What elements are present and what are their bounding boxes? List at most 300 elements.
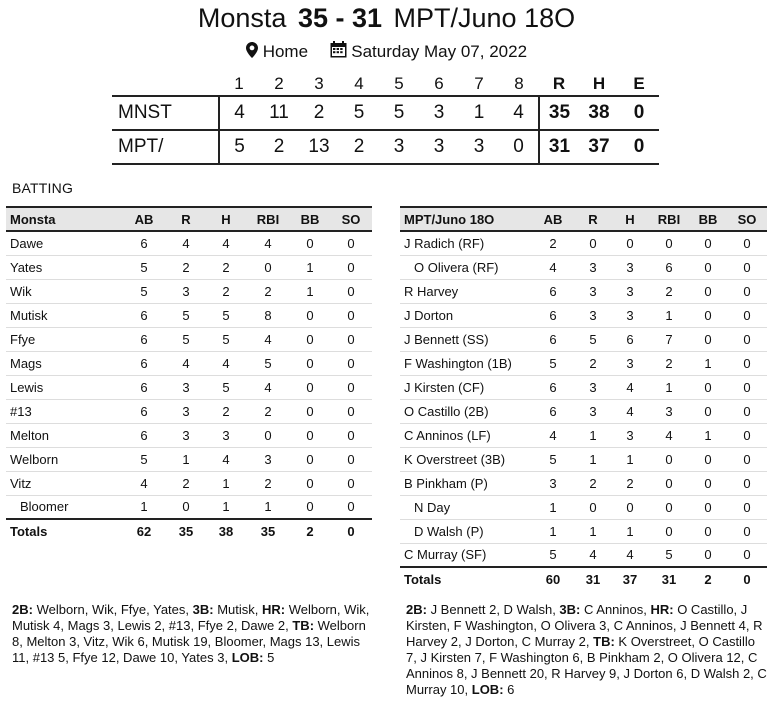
player-stat: 2	[166, 471, 206, 495]
player-stat: 0	[689, 495, 727, 519]
linescore-team-header	[112, 72, 219, 96]
player-stat: 4	[166, 351, 206, 375]
player-stat: 3	[206, 423, 246, 447]
stat-column-header: BB	[290, 207, 330, 231]
player-stat: 0	[689, 447, 727, 471]
inning-runs: 3	[419, 96, 459, 130]
stat-note-label: TB:	[292, 618, 315, 633]
linescore-row-away	[112, 96, 659, 130]
player-stat: 0	[290, 471, 330, 495]
player-stat: 1	[575, 447, 611, 471]
runs-header: R	[552, 73, 566, 93]
player-stat: 3	[575, 303, 611, 327]
player-stat: 0	[290, 423, 330, 447]
player-row	[6, 495, 372, 519]
total-stat: 38	[206, 519, 246, 543]
location-label: Home	[262, 42, 309, 61]
player-stat: 5	[166, 327, 206, 351]
player-row	[6, 255, 372, 279]
total-stat: 0	[330, 519, 372, 543]
player-stat: 2	[575, 351, 611, 375]
player-stat: 8	[246, 303, 290, 327]
player-name: Yates	[6, 255, 122, 279]
player-row	[400, 495, 767, 519]
player-name: F Washington (1B)	[400, 351, 531, 375]
player-name: Vitz	[6, 471, 122, 495]
batting-notes-away	[12, 602, 377, 666]
player-name: D Walsh (P)	[400, 519, 531, 543]
stat-note-text: O Castillo, J Kirsten, F Washington, O Olivera 3, C Anninos, J Bennett 4, R Harvey 2, J Dorton, C Murray 2,	[406, 602, 763, 649]
player-stat: 1	[689, 351, 727, 375]
stat-note-label: 3B:	[192, 602, 214, 617]
player-row	[6, 351, 372, 375]
total-stat: 31	[649, 567, 689, 591]
player-stat: 3	[611, 279, 649, 303]
player-stat: 0	[575, 495, 611, 519]
batting-header-row	[6, 207, 372, 231]
total-stat: 35	[246, 519, 290, 543]
inning-runs: 5	[339, 96, 379, 130]
player-row	[6, 423, 372, 447]
total-errors: 0	[619, 96, 659, 130]
player-stat: 5	[531, 447, 575, 471]
player-stat: 1	[575, 423, 611, 447]
player-stat: 1	[531, 495, 575, 519]
inning-header: 8	[514, 73, 524, 93]
player-stat: 0	[727, 375, 767, 399]
inning-runs: 3	[459, 130, 499, 164]
stat-column-header: RBI	[246, 207, 290, 231]
batting-notes-home	[406, 602, 768, 698]
player-stat: 1	[206, 495, 246, 519]
player-stat: 1	[290, 279, 330, 303]
player-name: Ffye	[6, 327, 122, 351]
stat-note-label: HR:	[650, 602, 674, 617]
player-row	[400, 471, 767, 495]
linescore-row-home	[112, 130, 659, 164]
player-stat: 0	[330, 327, 372, 351]
player-stat: 0	[290, 495, 330, 519]
player-stat: 4	[531, 423, 575, 447]
player-stat: 6	[531, 399, 575, 423]
player-stat: 3	[531, 471, 575, 495]
player-stat: 4	[611, 399, 649, 423]
player-row	[400, 351, 767, 375]
player-stat: 2	[206, 279, 246, 303]
player-stat: 4	[531, 255, 575, 279]
errors-header: E	[633, 73, 645, 93]
player-stat: 5	[206, 303, 246, 327]
calendar-icon	[330, 41, 347, 65]
player-stat: 0	[330, 399, 372, 423]
player-stat: 0	[727, 495, 767, 519]
player-stat: 3	[611, 351, 649, 375]
player-row	[400, 255, 767, 279]
player-stat: 3	[611, 423, 649, 447]
player-stat: 1	[611, 519, 649, 543]
player-stat: 4	[611, 375, 649, 399]
player-stat: 2	[649, 351, 689, 375]
player-stat: 5	[649, 543, 689, 567]
player-stat: 2	[166, 255, 206, 279]
stat-column-header: R	[575, 207, 611, 231]
inning-header: 6	[434, 73, 444, 93]
stat-note-label: 3B:	[559, 602, 581, 617]
inning-runs: 2	[339, 130, 379, 164]
inning-header: 3	[314, 73, 324, 93]
player-name: O Olivera (RF)	[400, 255, 531, 279]
player-stat: 0	[727, 519, 767, 543]
stat-note-text: 6	[503, 682, 515, 697]
player-stat: 5	[166, 303, 206, 327]
player-row	[6, 327, 372, 351]
player-row	[400, 543, 767, 567]
player-stat: 3	[246, 447, 290, 471]
player-stat: 0	[649, 231, 689, 255]
player-stat: 0	[727, 279, 767, 303]
stat-note-label: 2B:	[12, 602, 33, 617]
player-stat: 6	[531, 279, 575, 303]
player-stat: 5	[246, 351, 290, 375]
total-stat: 37	[611, 567, 649, 591]
stat-note-label: 2B:	[406, 602, 427, 617]
player-stat: 7	[649, 327, 689, 351]
player-name: J Kirsten (CF)	[400, 375, 531, 399]
player-stat: 2	[649, 279, 689, 303]
player-stat: 0	[727, 447, 767, 471]
player-stat: 0	[649, 519, 689, 543]
player-stat: 0	[689, 303, 727, 327]
total-hits: 38	[579, 96, 619, 130]
map-pin-icon	[246, 41, 258, 65]
player-stat: 0	[290, 447, 330, 471]
player-stat: 2	[611, 471, 649, 495]
player-stat: 6	[122, 231, 166, 255]
player-stat: 0	[727, 255, 767, 279]
inning-runs: 2	[299, 96, 339, 130]
totals-row	[6, 519, 372, 543]
player-stat: 6	[122, 423, 166, 447]
player-stat: 0	[290, 303, 330, 327]
total-stat: 0	[727, 567, 767, 591]
inning-runs: 5	[379, 96, 419, 130]
inning-runs: 1	[459, 96, 499, 130]
player-name: J Radich (RF)	[400, 231, 531, 255]
player-row	[400, 519, 767, 543]
total-stat: 2	[689, 567, 727, 591]
linescore-table	[112, 72, 659, 165]
inning-runs: 4	[499, 96, 539, 130]
player-stat: 4	[611, 543, 649, 567]
player-stat: 0	[727, 231, 767, 255]
player-stat: 3	[575, 399, 611, 423]
stat-column-header: RBI	[649, 207, 689, 231]
player-stat: 3	[166, 423, 206, 447]
stat-column-header: AB	[122, 207, 166, 231]
player-stat: 0	[290, 399, 330, 423]
inning-runs: 5	[219, 130, 259, 164]
player-name: J Bennett (SS)	[400, 327, 531, 351]
player-stat: 0	[290, 375, 330, 399]
player-row	[6, 375, 372, 399]
player-stat: 0	[611, 231, 649, 255]
player-stat: 3	[575, 255, 611, 279]
player-row	[400, 375, 767, 399]
player-stat: 0	[649, 471, 689, 495]
player-stat: 0	[330, 351, 372, 375]
player-row	[400, 279, 767, 303]
player-name: N Day	[400, 495, 531, 519]
stat-column-header: SO	[330, 207, 372, 231]
game-title	[0, 0, 773, 36]
batting-table-home	[400, 206, 767, 591]
player-name: R Harvey	[400, 279, 531, 303]
player-name: J Dorton	[400, 303, 531, 327]
player-stat: 3	[166, 399, 206, 423]
player-stat: 3	[166, 279, 206, 303]
batting-table-away	[6, 206, 372, 543]
player-stat: 4	[246, 375, 290, 399]
player-stat: 3	[575, 375, 611, 399]
player-stat: 6	[122, 303, 166, 327]
total-stat: 2	[290, 519, 330, 543]
inning-header: 4	[354, 73, 364, 93]
player-stat: 1	[206, 471, 246, 495]
player-row	[400, 399, 767, 423]
player-stat: 0	[330, 231, 372, 255]
inning-header: 7	[474, 73, 484, 93]
player-stat: 1	[166, 447, 206, 471]
player-stat: 3	[611, 255, 649, 279]
player-stat: 0	[246, 423, 290, 447]
player-name: Lewis	[6, 375, 122, 399]
player-stat: 0	[330, 375, 372, 399]
player-stat: 6	[531, 303, 575, 327]
player-stat: 1	[122, 495, 166, 519]
stat-note-text: Welborn, Wik, Mutisk 4, Mags 3, Lewis 2, #13, Ffye 2, Dawe 2,	[12, 602, 370, 633]
player-stat: 4	[206, 447, 246, 471]
inning-runs: 11	[259, 96, 299, 130]
player-row	[6, 231, 372, 255]
inning-runs: 0	[499, 130, 539, 164]
stat-note-text: Welborn, Wik, Ffye, Yates,	[32, 602, 193, 617]
player-name: Mags	[6, 351, 122, 375]
stat-column-header: H	[611, 207, 649, 231]
total-stat: 31	[575, 567, 611, 591]
home-team-name: MPT/Juno 18O	[393, 3, 576, 33]
player-stat: 2	[575, 471, 611, 495]
inning-runs: 3	[419, 130, 459, 164]
player-stat: 6	[531, 327, 575, 351]
total-runs: 31	[539, 130, 579, 164]
player-name: Melton	[6, 423, 122, 447]
player-stat: 4	[206, 351, 246, 375]
inning-runs: 2	[259, 130, 299, 164]
linescore-team: MNST	[112, 96, 219, 130]
player-stat: 2	[531, 231, 575, 255]
player-stat: 6	[611, 327, 649, 351]
player-stat: 6	[122, 399, 166, 423]
batting-section-label: BATTING	[12, 180, 74, 196]
player-name: O Castillo (2B)	[400, 399, 531, 423]
total-errors: 0	[619, 130, 659, 164]
player-name: K Overstreet (3B)	[400, 447, 531, 471]
player-stat: 0	[689, 231, 727, 255]
stat-note-text: 5	[263, 650, 275, 665]
stat-note-label: HR:	[261, 602, 286, 617]
player-stat: 0	[290, 351, 330, 375]
inning-runs: 13	[299, 130, 339, 164]
player-stat: 0	[689, 327, 727, 351]
hits-header: H	[592, 73, 606, 93]
player-name: C Murray (SF)	[400, 543, 531, 567]
player-stat: 0	[290, 231, 330, 255]
stat-note-label: TB:	[593, 634, 615, 649]
stat-note-text: C Anninos,	[580, 602, 651, 617]
player-stat: 1	[649, 375, 689, 399]
player-stat: 0	[689, 375, 727, 399]
player-row	[6, 447, 372, 471]
inning-header: 1	[234, 73, 244, 93]
batting-header-row	[400, 207, 767, 231]
player-stat: 1	[689, 423, 727, 447]
player-stat: 4	[575, 543, 611, 567]
player-stat: 1	[611, 447, 649, 471]
linescore-team: MPT/	[112, 130, 219, 164]
player-row	[400, 303, 767, 327]
player-stat: 0	[727, 399, 767, 423]
player-stat: 0	[330, 279, 372, 303]
player-name: #13	[6, 399, 122, 423]
player-row	[6, 279, 372, 303]
stat-note-text: Welborn 8, Melton 3, Vitz, Wik 6, Mutisk 19, Bloomer, Mags 13, Lewis 11, #13 5, Ffye 12, Dawe 10, Yates 3,	[12, 618, 366, 665]
player-stat: 0	[330, 423, 372, 447]
player-stat: 6	[122, 327, 166, 351]
player-stat: 5	[122, 255, 166, 279]
linescore-header-row	[112, 72, 659, 96]
away-team-name: Monsta	[197, 3, 287, 33]
total-hits: 37	[579, 130, 619, 164]
stat-column-header: SO	[727, 207, 767, 231]
player-stat: 5	[206, 375, 246, 399]
player-stat: 1	[575, 519, 611, 543]
total-stat: 60	[531, 567, 575, 591]
player-row	[400, 327, 767, 351]
player-row	[6, 303, 372, 327]
player-stat: 0	[727, 423, 767, 447]
stat-column-header: R	[166, 207, 206, 231]
player-stat: 0	[246, 255, 290, 279]
player-stat: 1	[531, 519, 575, 543]
player-stat: 6	[122, 351, 166, 375]
player-stat: 2	[246, 399, 290, 423]
player-stat: 0	[290, 327, 330, 351]
player-stat: 0	[727, 351, 767, 375]
player-stat: 0	[330, 495, 372, 519]
player-stat: 0	[330, 471, 372, 495]
player-stat: 0	[689, 543, 727, 567]
stat-note-label: LOB:	[231, 650, 264, 665]
team-column-header: MPT/Juno 18O	[400, 207, 531, 231]
player-stat: 0	[689, 519, 727, 543]
player-stat: 0	[611, 495, 649, 519]
total-stat: 62	[122, 519, 166, 543]
player-stat: 0	[689, 399, 727, 423]
player-row	[400, 231, 767, 255]
player-stat: 0	[727, 543, 767, 567]
player-stat: 5	[122, 447, 166, 471]
stat-column-header: BB	[689, 207, 727, 231]
player-stat: 0	[330, 447, 372, 471]
player-row	[6, 471, 372, 495]
game-info	[0, 40, 773, 65]
inning-header: 2	[274, 73, 284, 93]
player-row	[6, 399, 372, 423]
player-stat: 5	[575, 327, 611, 351]
player-stat: 0	[330, 255, 372, 279]
player-stat: 4	[122, 471, 166, 495]
player-stat: 0	[689, 255, 727, 279]
date-label: Saturday May 07, 2022	[351, 42, 528, 61]
player-stat: 2	[206, 399, 246, 423]
player-name: C Anninos (LF)	[400, 423, 531, 447]
player-stat: 3	[649, 399, 689, 423]
player-name: Wik	[6, 279, 122, 303]
totals-label: Totals	[6, 519, 122, 543]
stat-note-text: K Overstreet, O Castillo 7, J Kirsten 7, F Washington 6, B Pinkham 2, O Olivera 12, C Anninos 8, J Bennett 20, R Harvey 9, J Dorton 6, D Walsh 2, C Murray 10,	[406, 634, 767, 697]
player-stat: 4	[246, 327, 290, 351]
player-stat: 4	[166, 231, 206, 255]
totals-row	[400, 567, 767, 591]
player-stat: 5	[206, 327, 246, 351]
player-stat: 0	[330, 303, 372, 327]
player-stat: 3	[166, 375, 206, 399]
player-row	[400, 447, 767, 471]
player-stat: 6	[649, 255, 689, 279]
player-stat: 0	[649, 495, 689, 519]
player-stat: 6	[122, 375, 166, 399]
player-stat: 3	[611, 303, 649, 327]
player-stat: 1	[649, 303, 689, 327]
player-stat: 4	[246, 231, 290, 255]
player-name: Bloomer	[6, 495, 122, 519]
player-stat: 2	[246, 471, 290, 495]
player-stat: 4	[206, 231, 246, 255]
inning-runs: 3	[379, 130, 419, 164]
player-stat: 0	[727, 303, 767, 327]
player-stat: 5	[531, 543, 575, 567]
player-stat: 1	[246, 495, 290, 519]
player-stat: 0	[727, 327, 767, 351]
player-stat: 0	[575, 231, 611, 255]
player-name: B Pinkham (P)	[400, 471, 531, 495]
player-stat: 6	[531, 375, 575, 399]
player-stat: 1	[290, 255, 330, 279]
player-row	[400, 423, 767, 447]
stat-note-text: Mutisk,	[213, 602, 262, 617]
player-stat: 0	[689, 471, 727, 495]
player-stat: 0	[727, 471, 767, 495]
inning-header: 5	[394, 73, 404, 93]
player-name: Welborn	[6, 447, 122, 471]
player-stat: 0	[166, 495, 206, 519]
player-stat: 0	[649, 447, 689, 471]
player-stat: 5	[531, 351, 575, 375]
stat-column-header: AB	[531, 207, 575, 231]
player-stat: 2	[206, 255, 246, 279]
stat-note-text: J Bennett 2, D Walsh,	[426, 602, 560, 617]
final-score: 35 - 31	[297, 3, 383, 33]
